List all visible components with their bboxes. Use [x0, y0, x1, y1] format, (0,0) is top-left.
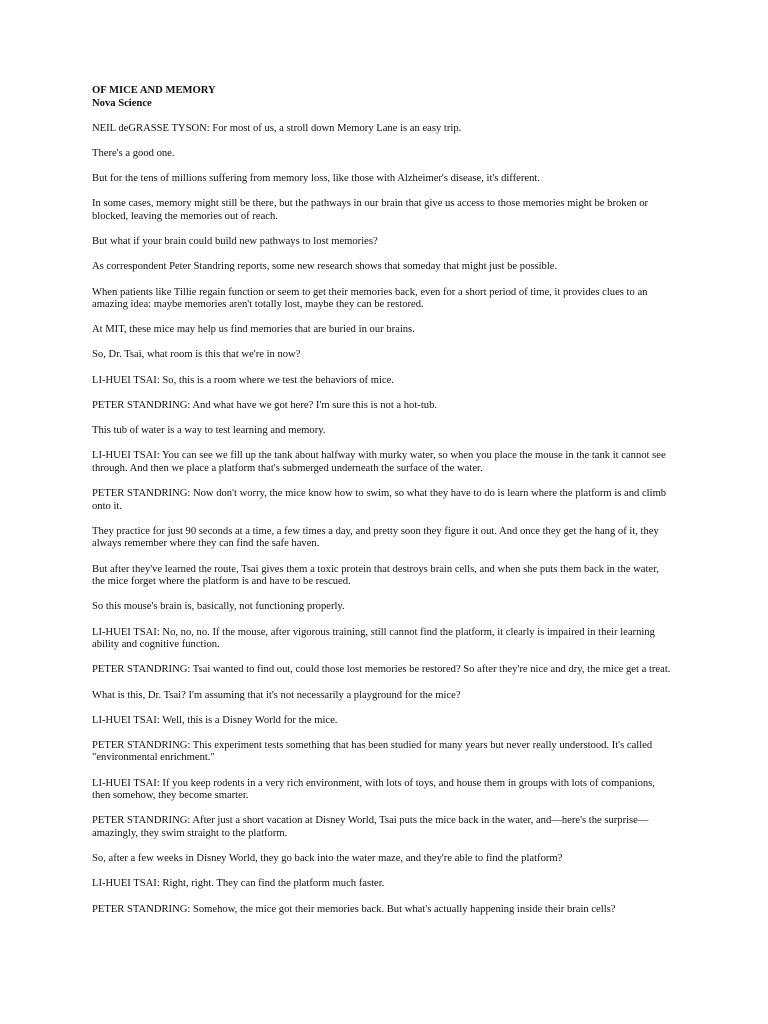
paragraph: So this mouse's brain is, basically, not functioning properly. — [92, 601, 345, 613]
paragraph: PETER STANDRING: Somehow, the mice got their memories back. But what's actually happening inside their brain cells? — [92, 903, 616, 915]
paragraph: But for the tens of millions suffering from memory loss, like those with Alzheimer's disease, it's different. — [92, 173, 540, 185]
paragraph: LI-HUEI TSAI: Right, right. They can find the platform much faster. — [92, 878, 385, 890]
paragraph: As correspondent Peter Standring reports, some new research shows that someday that might just be possible. — [92, 261, 558, 273]
paragraph: LI-HUEI TSAI: You can see we fill up the tank about halfway with murky water, so when you place the mouse in the tank it cannot see through. And then we place a platform that's submerged underneath the surface of the water. — [92, 450, 666, 474]
paragraph: In some cases, memory might still be there, but the pathways in our brain that give us access to those memories might be broken or blocked, leaving the memories out of reach. — [92, 198, 649, 222]
paragraph: At MIT, these mice may help us find memories that are buried in our brains. — [92, 324, 415, 336]
document-subtitle: Nova Science — [92, 97, 152, 109]
paragraph: This tub of water is a way to test learning and memory. — [92, 425, 326, 437]
paragraph: They practice for just 90 seconds at a time, a few times a day, and pretty soon they figure it out. And once they get the hang of it, they always remember where they can find the safe haven. — [92, 525, 659, 550]
document-title: OF MICE AND MEMORY — [92, 85, 216, 96]
paragraph: PETER STANDRING: Tsai wanted to find out, could those lost memories be restored? So after they're nice and dry, the mice get a treat. — [92, 664, 671, 676]
paragraph: PETER STANDRING: Now don't worry, the mice know how to swim, so what they have to do is learn where the platform is and climb onto it. — [92, 488, 667, 512]
paragraph: There's a good one. — [92, 147, 175, 159]
paragraph: So, after a few weeks in Disney World, they go back into the water maze, and they're able to find the platform? — [92, 853, 563, 865]
paragraph: What is this, Dr. Tsai? I'm assuming that it's not necessarily a playground for the mice? — [92, 689, 461, 701]
paragraph: LI-HUEI TSAI: No, no, no. If the mouse, after vigorous training, still cannot find the platform, it clearly is impaired in their learning ability and cognitive function. — [92, 626, 655, 651]
paragraph: When patients like Tillie regain function or seem to get their memories back, even for a short period of time, it provides clues to an amazing idea: maybe memories aren't totally lost, maybe they can be restored. — [92, 286, 648, 311]
paragraph: So, Dr. Tsai, what room is this that we're in now? — [92, 349, 301, 361]
paragraph: PETER STANDRING: And what have we got here? I'm sure this is not a hot-tub. — [92, 399, 438, 411]
paragraph: But after they've learned the route, Tsai gives them a toxic protein that destroys brain cells, and when she puts them back in the water, the mice forget where the platform is and have to be rescued. — [92, 563, 659, 588]
paragraph: NEIL deGRASSE TYSON: For most of us, a stroll down Memory Lane is an easy trip. — [92, 122, 462, 134]
paragraph: LI-HUEI TSAI: If you keep rodents in a very rich environment, with lots of toys, and house them in groups with lots of companions, then somehow, they become smarter. — [92, 777, 655, 802]
paragraph: PETER STANDRING: After just a short vacation at Disney World, Tsai puts the mice back in the water, and—here's the surprise—amazingly, they swim straight to the platform. — [92, 815, 649, 840]
paragraph: But what if your brain could build new pathways to lost memories? — [92, 236, 378, 248]
paragraph: LI-HUEI TSAI: Well, this is a Disney World for the mice. — [92, 714, 338, 726]
document-page — [92, 85, 674, 929]
paragraph: LI-HUEI TSAI: So, this is a room where we test the behaviors of mice. — [92, 374, 394, 386]
paragraph: PETER STANDRING: This experiment tests something that has been studied for many years but never really understood. It's called "environmental enrichment." — [92, 739, 653, 764]
